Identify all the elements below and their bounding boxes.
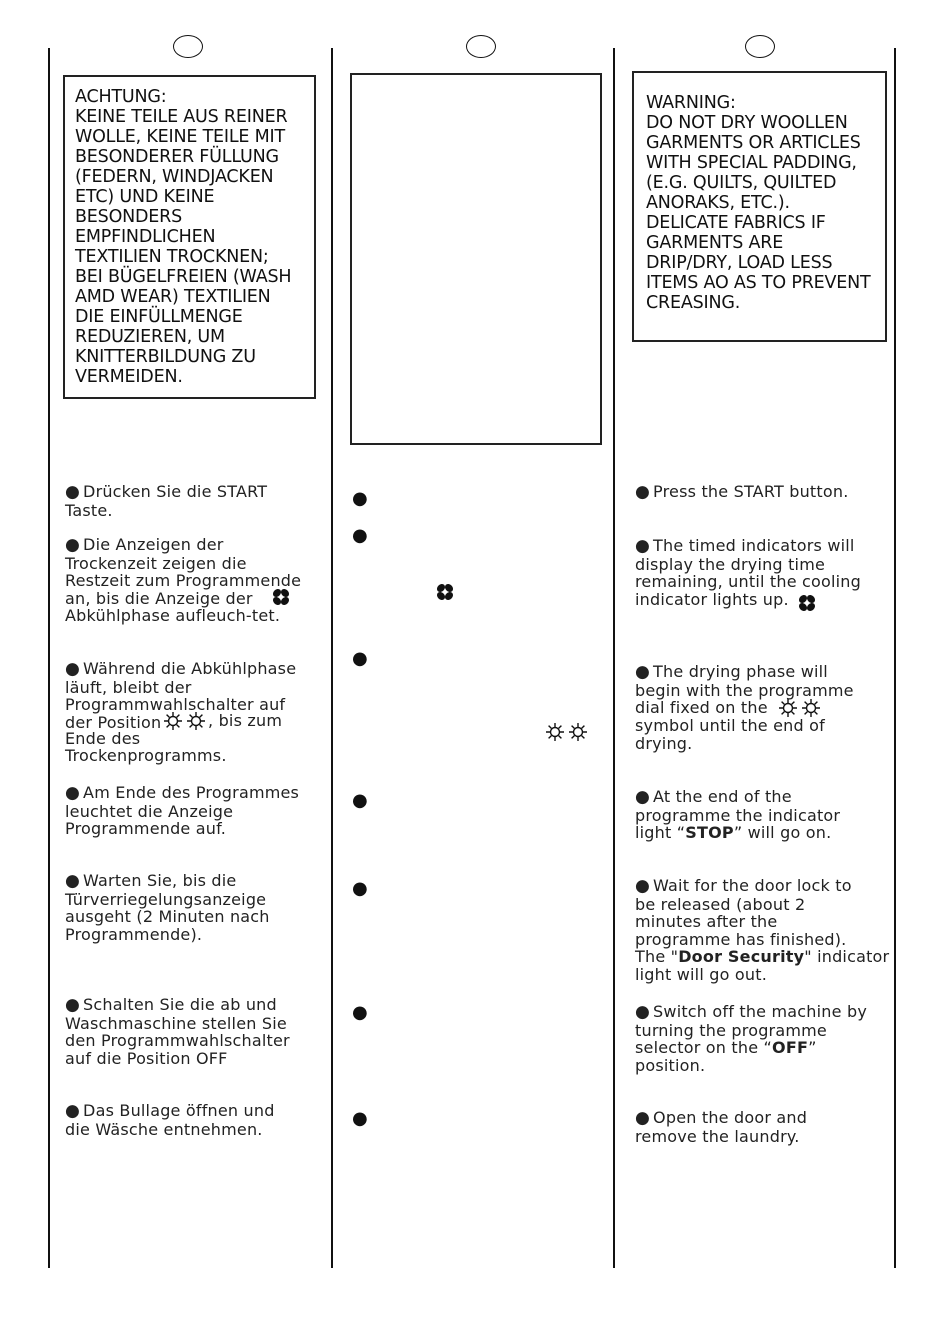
bullet-icon: ● xyxy=(65,871,81,891)
bullet-icon: ● xyxy=(635,536,651,556)
bullet-icon: ● xyxy=(352,648,368,669)
de-step-off xyxy=(65,996,290,1067)
stop-label: STOP xyxy=(685,823,734,843)
language-badge-en xyxy=(745,35,775,58)
bullet-icon: ● xyxy=(352,1108,368,1129)
bullet-icon: ● xyxy=(635,662,651,682)
en-step-off-text: Switch off the machine by turning the programme selector on the “ xyxy=(635,1002,867,1058)
de-step-door-text: Warten Sie, bis die Türverriegelungsanzeige ausgeht (2 Minuten nach Programmende). xyxy=(65,871,270,944)
language-badge-de xyxy=(173,35,203,58)
warning-box-en xyxy=(632,71,887,342)
de-step-end-text: Am Ende des Programmes leuchtet die Anzeige Programmende auf. xyxy=(65,783,300,839)
en-step-door xyxy=(635,877,889,984)
de-step-timer-text: Die Anzeigen der Trockenzeit zeigen die Restzeit zum Programmende an, bis die Anzeige der Abkühlphase aufleuch-tet. xyxy=(65,535,302,626)
fan-icon xyxy=(797,593,817,613)
en-step-timer-text: The timed indicators will display the drying time remaining, until the cooling indicator lights up. xyxy=(635,536,861,609)
en-step-drying-cont: symbol until the end of drying. xyxy=(635,716,825,753)
bullet-icon: ● xyxy=(352,1002,368,1023)
bullet-icon: ● xyxy=(65,482,81,502)
bullet-icon: ● xyxy=(635,482,651,502)
en-step-start-text: Press the START button. xyxy=(653,482,849,501)
de-step-open-text: Das Bullage öffnen und die Wäsche entnehmen. xyxy=(65,1101,275,1139)
de-step-cooling-cont: , bis zum Ende des Trockenprogramms. xyxy=(65,711,283,766)
warning-text-de: ACHTUNG: KEINE TEILE AUS REINER WOLLE, KEINE TEILE MIT BESONDERER FÜLLUNG (FEDERN, WINDJACKEN ETC) UND KEINE BESONDERS EMPFINDLICHEN TEXTILIEN TROCKNEN; BEI BÜGELFREIEN (WASH AMD WEAR) TEXTILIEN DIE EINFÜLLMENGE REDUZIEREN, UM KNITTERBILDUNG ZU VERMEIDEN. xyxy=(75,87,292,387)
bullet-icon: ● xyxy=(65,535,81,555)
en-step-off-tail: ” position. xyxy=(635,1038,817,1075)
bullet-icon: ● xyxy=(352,525,368,546)
en-step-drying-text: The drying phase will begin with the programme dial fixed on the xyxy=(635,662,854,718)
en-step-end-text: At the end of the programme the indicator light “ xyxy=(635,787,841,843)
en-step-door-text: Wait for the door lock to be released (about 2 minutes after the programme has finished). The " xyxy=(635,876,852,967)
bullet-icon: ● xyxy=(352,878,368,899)
de-step-off-text: Schalten Sie die ab und Waschmaschine stellen Sie den Programmwahlschalter auf die Position OFF xyxy=(65,995,290,1068)
fan-icon xyxy=(271,587,291,607)
de-step-start xyxy=(65,483,267,519)
column-divider-2 xyxy=(613,48,615,1268)
en-step-end-tail: ” will go on. xyxy=(733,823,832,843)
de-step-end xyxy=(65,784,299,838)
bullet-icon: ● xyxy=(635,876,651,896)
column-divider-right xyxy=(894,48,896,1268)
door-security-label: Door Security xyxy=(678,947,805,967)
bullet-icon: ● xyxy=(65,659,81,679)
bullet-icon: ● xyxy=(65,1101,81,1121)
language-badge-blank xyxy=(466,35,496,58)
en-step-off xyxy=(635,1003,867,1074)
bullet-icon: ● xyxy=(65,783,81,803)
en-step-end xyxy=(635,788,840,842)
bullet-icon: ● xyxy=(352,790,368,811)
de-step-timer xyxy=(65,536,301,625)
warning-box-blank xyxy=(350,73,602,445)
bullet-icon: ● xyxy=(65,995,81,1015)
bullet-icon: ● xyxy=(635,1002,651,1022)
bullet-icon: ● xyxy=(635,787,651,807)
en-step-timer xyxy=(635,537,861,608)
de-step-cooling-text: Während die Abkühlphase läuft, bleibt der Programmwahlschalter auf der Position xyxy=(65,659,297,732)
fan-icon xyxy=(435,582,455,602)
column-divider-1 xyxy=(331,48,333,1268)
bullet-icon: ● xyxy=(352,488,368,509)
en-step-start xyxy=(635,483,849,502)
en-step-door-tail: " indicator light will go out. xyxy=(635,947,890,984)
en-step-open-text: Open the door and remove the laundry. xyxy=(635,1108,808,1146)
warning-text-en: WARNING: DO NOT DRY WOOLLEN GARMENTS OR ARTICLES WITH SPECIAL PADDING, (E.G. QUILTS, QUILTED ANORAKS, ETC.). DELICATE FABRICS IF GARMENTS ARE DRIP/DRY, LOAD LESS ITEMS AO AS TO PREVENT CREASING. xyxy=(646,93,871,313)
de-step-start-text: Drücken Sie die START Taste. xyxy=(65,482,268,520)
sun-icon xyxy=(545,722,589,742)
off-label: OFF xyxy=(772,1038,809,1058)
warning-box-de xyxy=(63,75,316,399)
en-step-open xyxy=(635,1109,807,1145)
sun-icon xyxy=(778,698,822,718)
column-divider-left xyxy=(48,48,50,1268)
de-step-open xyxy=(65,1102,275,1138)
de-step-door xyxy=(65,872,270,943)
bullet-icon: ● xyxy=(635,1108,651,1128)
